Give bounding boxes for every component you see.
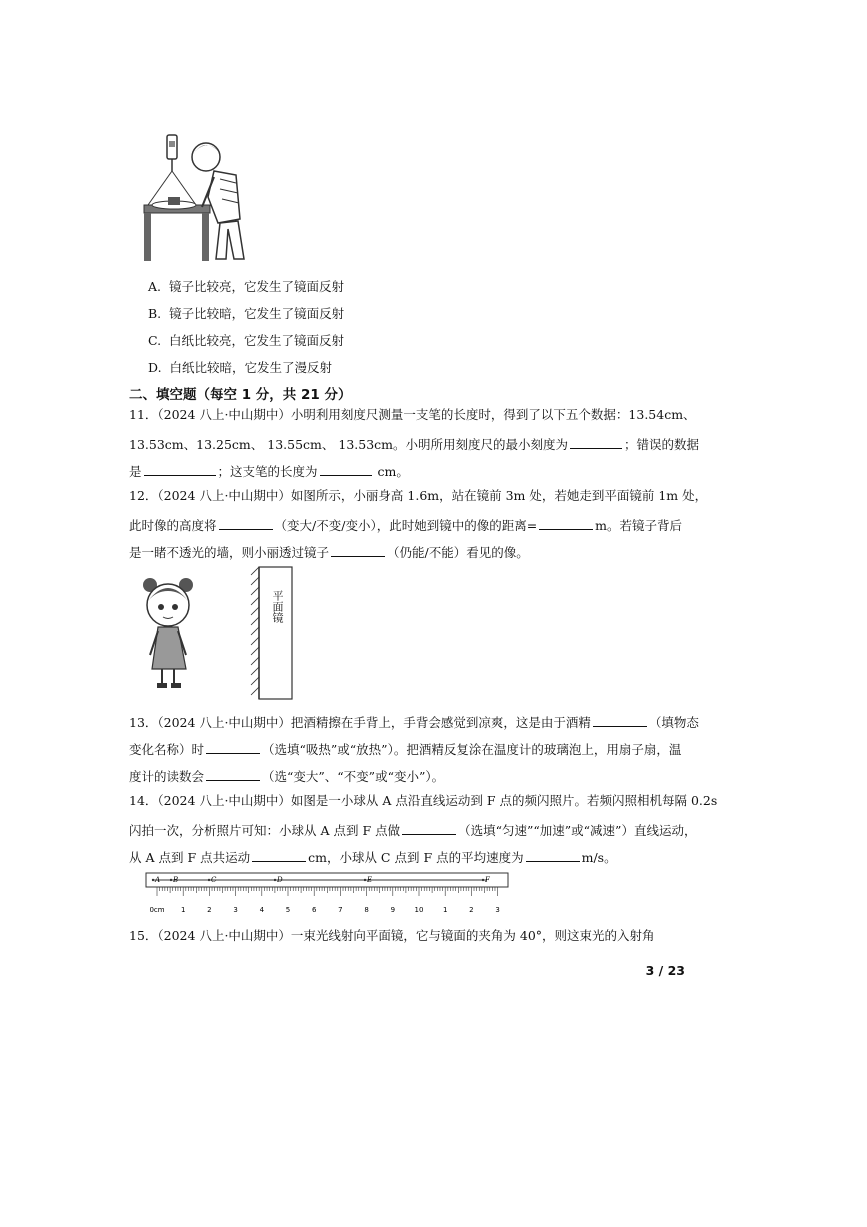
ruler-tick-label: 3 [495,906,500,914]
option-d: D. 白纸比较暗，它发生了漫反射 [148,360,333,375]
q13-line1: 13．（2024 八上·中山期中）把酒精擦在手背上，手背会感觉到凉爽，这是由于酒精 （填物态 [129,715,699,730]
mirror-label: 平面镜 [271,590,284,623]
section-title: 二、填空题（每空 1 分，共 21 分） [129,387,352,403]
ruler-dot-f [482,879,484,881]
ruler-point-e: E [367,876,373,884]
q14-line2: 闪拍一次，分析照片可知：小球从 A 点到 F 点做 （选填“匀速”“加速”或“减速”）直线运动， [129,823,697,838]
option-a: A. 镜子比较亮，它发生了镜面反射 [148,279,344,294]
girl-mirror-figure [140,565,300,703]
ruler-tick-label: 2 [469,906,474,914]
q14-line1: 14．（2024 八上·中山期中）如图是一小球从 A 点沿直线运动到 F 点的频闪照片。若频闪照相机每隔 0.2s [129,793,718,808]
ruler-tick-label: 4 [259,906,265,914]
ruler-tick-label: 2 [207,906,212,914]
ruler-tick-label: 10 [414,906,424,914]
ruler-tick-label: 1 [180,906,186,914]
ruler-point-a: A [155,876,161,884]
ruler-point-c: C [211,876,217,884]
ruler-point-d: D [277,876,283,884]
option-b: B. 镜子比较暗，它发生了镜面反射 [148,306,345,321]
ruler-dot-e [364,879,366,881]
option-c: C. 白纸比较亮，它发生了镜面反射 [148,333,345,348]
q14-line3: 从 A 点到 F 点共运动 cm，小球从 C 点到 F 点的平均速度为 m/s。 [129,850,617,865]
ruler-tick-label: 0cm [149,906,165,914]
q15-line1: 15．（2024 八上·中山期中）一束光线射向平面镜，它与镜面的夹角为 40°，则这束光的入射角 [129,928,655,943]
ruler-tick-label: 6 [311,906,317,914]
ruler-tick-label: 5 [285,906,291,914]
ruler-dot-a [152,879,154,881]
ruler-point-b: B [173,876,179,884]
q11-line2: 13.53cm、13.25cm、 13.55cm、 13.53cm。小明所用刻度尺的最小刻度为 ；错误的数据 [129,437,700,452]
ruler-dot-b [170,879,172,881]
q11-line3: 是 ；这支笔的长度为 cm。 [129,464,409,479]
q12-line1: 12．（2024 八上·中山期中）如图所示，小丽身高 1.6m，站在镜前 3m 处，若她走到平面镜前 1m 处， [129,488,708,503]
ruler-tick-label: 3 [233,906,238,914]
ruler-tick-label: 9 [390,906,396,914]
q13-line3: 度计的读数会 （选“变大”、“不变”或“变小”）。 [129,769,445,784]
ruler-point-f: F [485,876,490,884]
ruler-figure [145,872,510,918]
q12-line2: 此时像的高度将 （变大/不变/变小），此时她到镜中的像的距离= m。若镜子背后 [129,518,683,533]
q13-line2: 变化名称）时 （选填“吸热”或“放热”）。把酒精反复涂在温度计的玻璃泡上，用扇子扇，温 [129,742,682,757]
ruler-dot-d [274,879,276,881]
ruler-tick-label: 8 [364,906,369,914]
boy-lamp-figure [140,133,252,263]
ruler-tick-label: 7 [338,906,343,914]
ruler-tick-label: 1 [442,906,448,914]
ruler-dot-c [208,879,210,881]
page-number: 3 / 23 [645,963,685,978]
q12-line3: 是一睹不透光的墙，则小丽透过镜子 （仍能/不能）看见的像。 [129,545,529,560]
q11-line1: 11．（2024 八上·中山期中）小明利用刻度尺测量一支笔的长度时，得到了以下五个数据：13.54cm、 [129,407,696,422]
